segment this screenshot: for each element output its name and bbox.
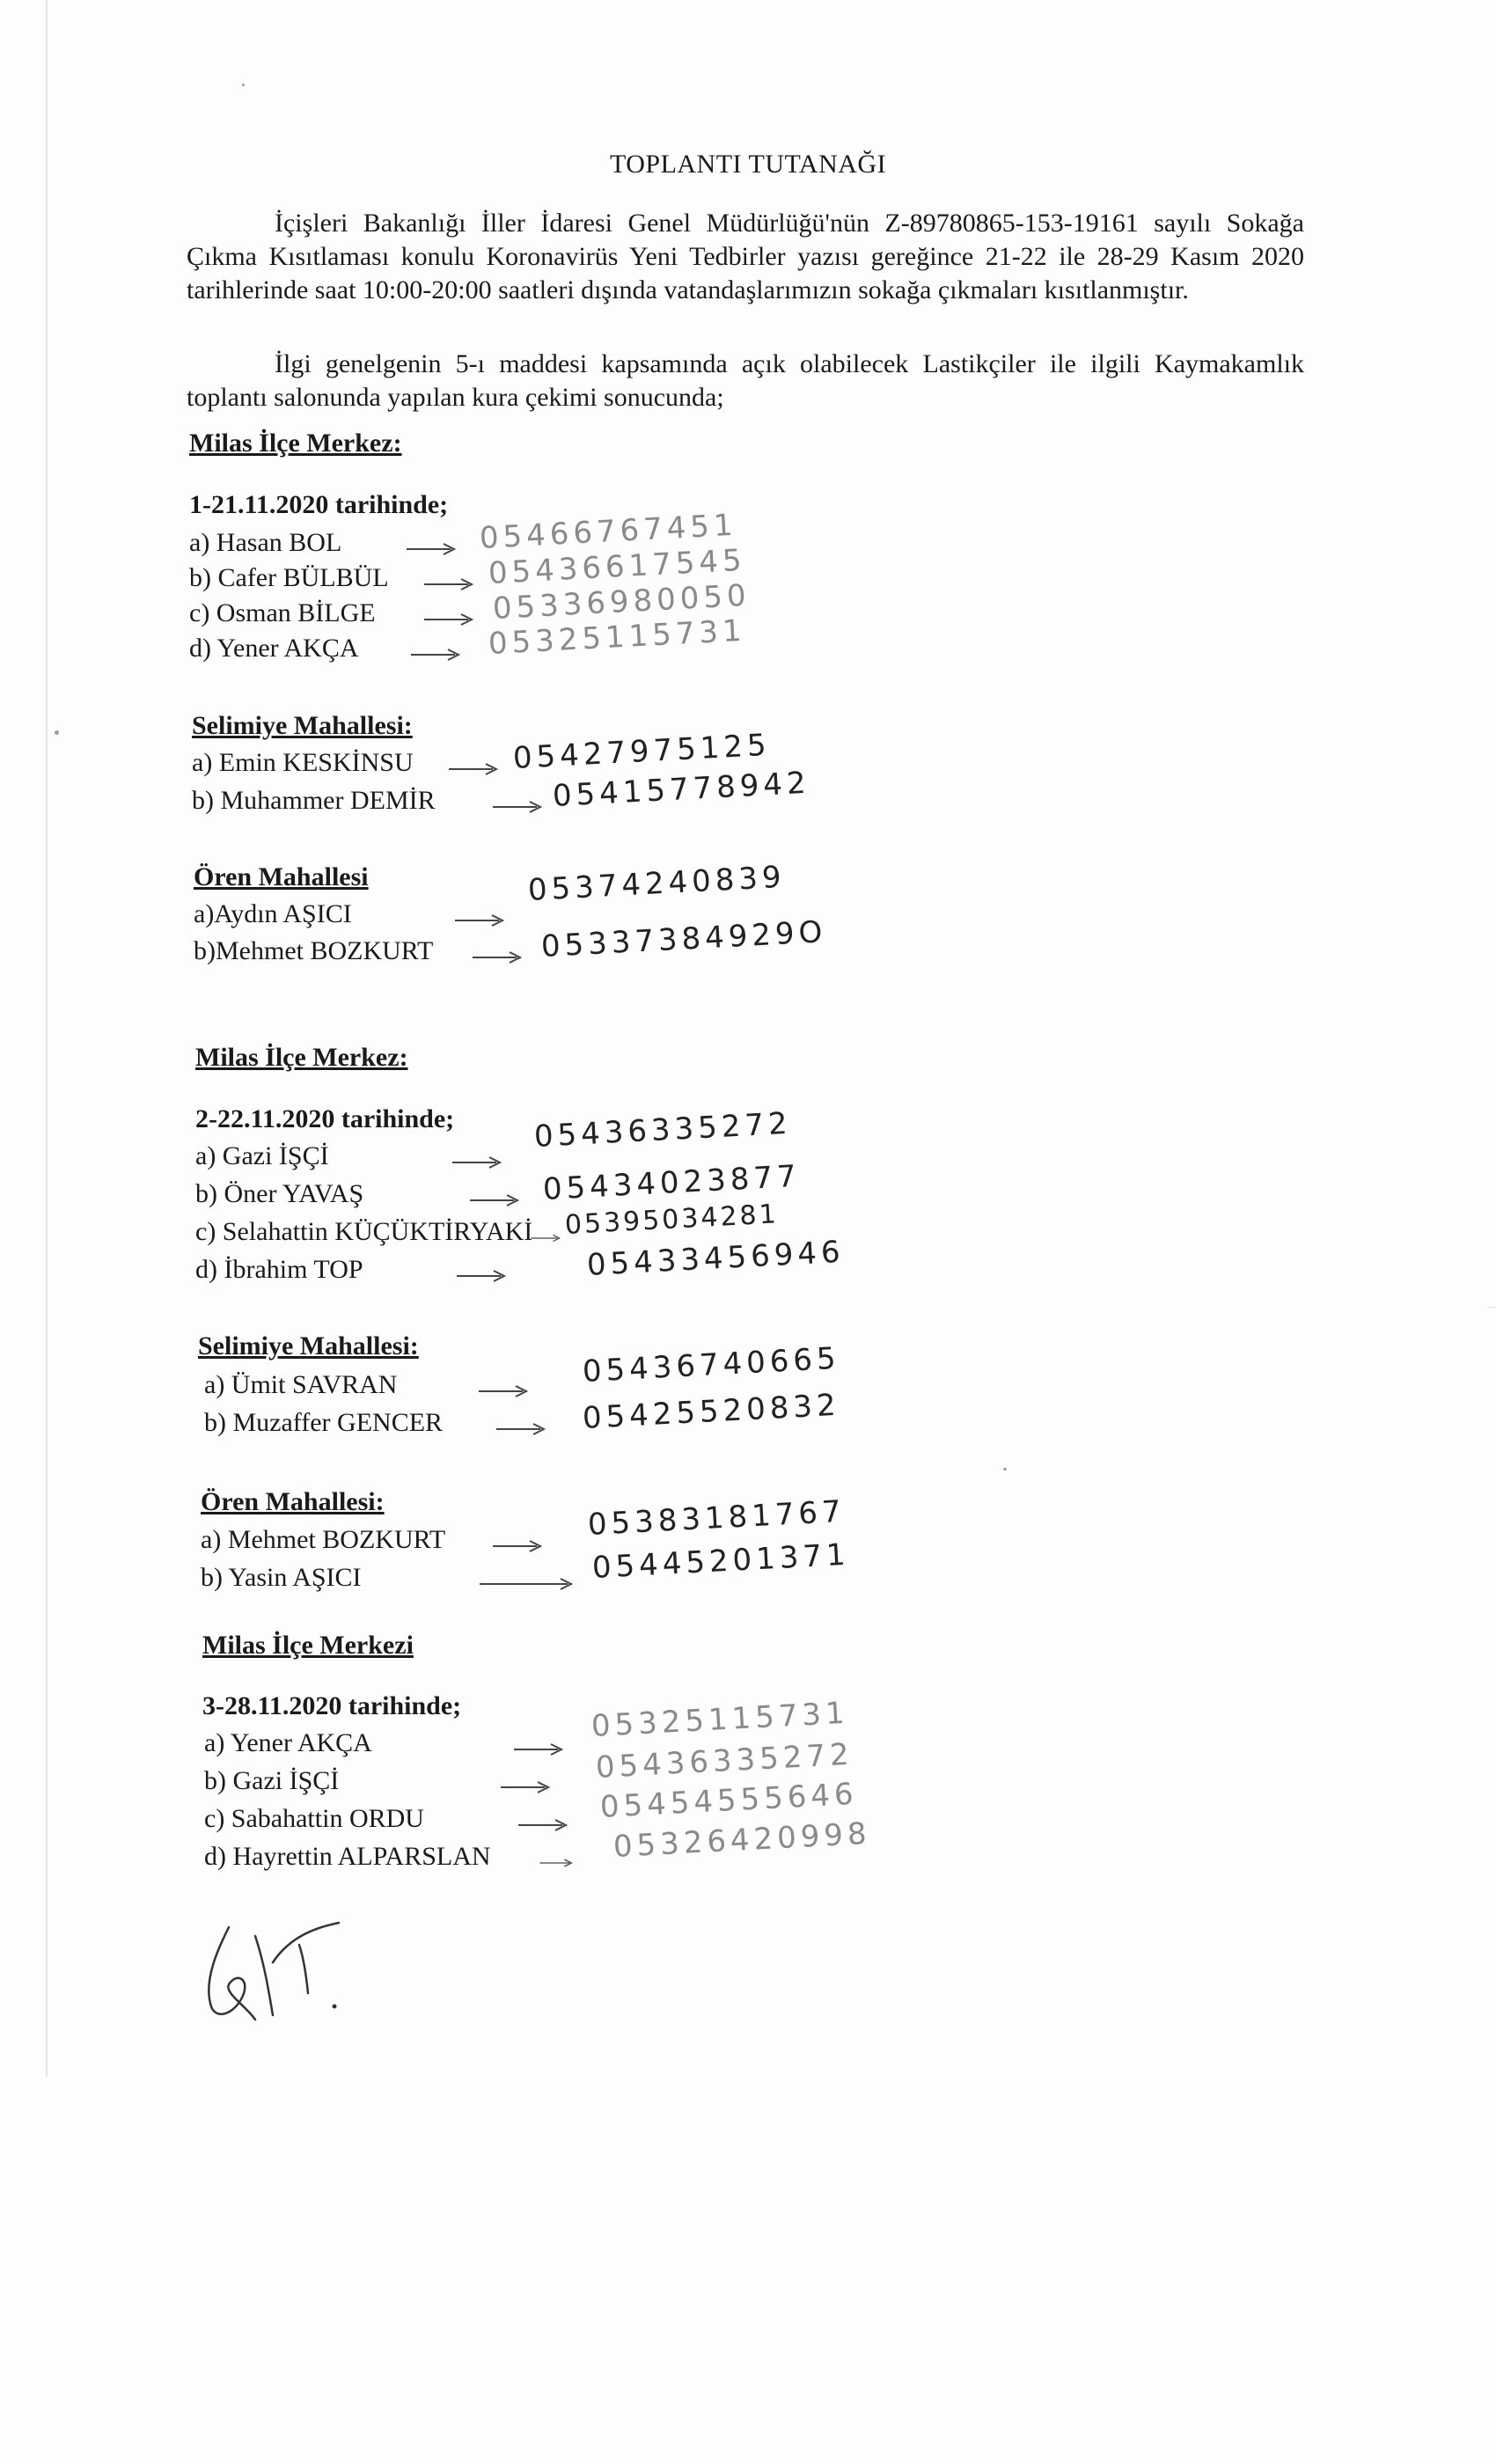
reference-paragraph xyxy=(187,348,1304,414)
lastikci-name: b) Muhammer DEMİR xyxy=(192,786,436,815)
document-title: TOPLANTI TUTANAĞI xyxy=(609,150,887,179)
handwritten-arrow-icon xyxy=(499,1778,552,1796)
section-heading: Milas İlçe Merkezi xyxy=(202,1631,414,1660)
phone-number: 05436617545 xyxy=(487,542,747,591)
phone-number: 05436335272 xyxy=(594,1736,854,1786)
phone-number: 05325115731 xyxy=(487,612,747,662)
phone-number: 05454555646 xyxy=(598,1776,859,1825)
section-heading: Ören Mahallesi xyxy=(194,862,369,891)
lastikci-name: d) Hayrettin ALPARSLAN xyxy=(204,1842,491,1871)
phone-number: 05325115731 xyxy=(590,1695,850,1744)
handwritten-arrow-icon xyxy=(422,611,475,628)
phone-number: 05395034281 xyxy=(564,1199,780,1241)
handwritten-arrow-icon xyxy=(491,1537,544,1555)
phone-number: 05466767451 xyxy=(478,507,738,556)
handwritten-arrow-icon xyxy=(491,798,544,816)
intro-paragraph xyxy=(187,207,1304,307)
handwritten-arrow-icon xyxy=(512,1741,565,1758)
scan-speck xyxy=(55,730,59,735)
lastikci-name: a) Hasan BOL xyxy=(189,528,342,557)
handwritten-arrow-icon xyxy=(409,646,462,664)
lastikci-name: b) Öner YAVAŞ xyxy=(195,1179,364,1208)
lastikci-name: a) Emin KESKİNSU xyxy=(192,748,414,777)
lastikci-name: d) İbrahim TOP xyxy=(195,1255,363,1284)
phone-number: 05337384929O xyxy=(539,914,828,964)
lastikci-name: b) Gazi İŞÇİ xyxy=(204,1766,340,1795)
lastikci-name: a) Gazi İŞÇİ xyxy=(195,1141,329,1170)
phone-number: 05436335272 xyxy=(532,1105,793,1155)
scan-edge xyxy=(1487,1307,1496,1308)
phone-number: 05336980050 xyxy=(491,577,752,627)
paragraph-1: İçişleri Bakanlığı İller İdaresi Genel Müdürlüğü'nün Z-89780865-153-19161 sayılı Sokağa Çıkma Kısıtlaması konulu Koronavirüs Yeni Tedbirler yazısı gereğince 21-22 ile 28-29 Kasım 2020 tarihlerinde saat 10:00-20:00 saatleri dışında vatandaşlarımızın sokağa çıkmaları kısıtlanmıştır. xyxy=(187,209,1304,304)
handwritten-arrow-icon xyxy=(471,949,524,966)
handwritten-arrow-icon xyxy=(453,912,506,929)
phone-number: 05326420998 xyxy=(612,1815,872,1865)
lastikci-name: b) Muzaffer GENCER xyxy=(204,1408,444,1437)
lastikci-name: c) Osman BİLGE xyxy=(189,598,376,627)
handwritten-arrow-icon xyxy=(478,1575,575,1593)
draw-date: 1-21.11.2020 tarihinde; xyxy=(189,490,449,519)
handwritten-arrow-icon xyxy=(422,576,475,593)
phone-number: 05433456946 xyxy=(585,1234,846,1283)
lastikci-name: b)Mehmet BOZKURT xyxy=(194,936,434,965)
section-heading: Selimiye Mahallesi: xyxy=(198,1331,419,1360)
handwritten-arrow-icon xyxy=(447,760,500,778)
lastikci-name: c) Sabahattin ORDU xyxy=(204,1804,424,1833)
lastikci-name: a) Ümit SAVRAN xyxy=(204,1370,398,1399)
phone-number: 05436740665 xyxy=(581,1340,841,1390)
handwritten-arrow-icon xyxy=(451,1154,503,1171)
phone-number: 05425520832 xyxy=(581,1387,841,1436)
section-heading: Milas İlçe Merkez: xyxy=(189,429,402,458)
scan-speck xyxy=(242,84,245,86)
lastikci-name: d) Yener AKÇA xyxy=(189,634,359,663)
lastikci-name: a) Mehmet BOZKURT xyxy=(201,1525,446,1554)
phone-number: 05427975125 xyxy=(511,727,772,776)
section-heading: Milas İlçe Merkez: xyxy=(195,1043,408,1072)
phone-number: 05415778942 xyxy=(551,765,811,814)
scan-speck xyxy=(1003,1468,1007,1470)
handwritten-arrow-icon xyxy=(405,540,458,558)
draw-date: 3-28.11.2020 tarihinde; xyxy=(202,1691,462,1720)
handwritten-arrow-icon xyxy=(477,1382,530,1400)
paragraph-2: İlgi genelgenin 5-ı maddesi kapsamında açık olabilecek Lastikçiler ile ilgili Kaymakamlık toplantı salonunda yapılan kura çekimi sonucunda; xyxy=(187,349,1304,412)
section-heading: Selimiye Mahallesi: xyxy=(192,711,413,740)
handwritten-arrow-icon xyxy=(455,1267,508,1285)
handwritten-arrow-icon xyxy=(539,1854,574,1872)
signature xyxy=(194,1910,370,2033)
lastikci-name: b) Cafer BÜLBÜL xyxy=(189,563,389,592)
draw-date: 2-22.11.2020 tarihinde; xyxy=(195,1104,455,1133)
lastikci-name: c) Selahattin KÜÇÜKTİRYAKİ xyxy=(195,1217,533,1246)
lastikci-name: a)Aydın AŞICI xyxy=(194,899,352,928)
section-heading: Ören Mahallesi: xyxy=(201,1487,385,1516)
scan-edge xyxy=(46,0,48,2077)
handwritten-arrow-icon xyxy=(495,1420,547,1438)
lastikci-name: a) Yener AKÇA xyxy=(204,1728,372,1757)
phone-number: 05374240839 xyxy=(526,859,787,908)
phone-number: 05383181767 xyxy=(586,1493,847,1543)
phone-number: 05434023877 xyxy=(541,1158,802,1207)
handwritten-arrow-icon xyxy=(530,1229,561,1247)
handwritten-arrow-icon xyxy=(517,1816,569,1834)
phone-number: 05445201371 xyxy=(590,1536,851,1586)
lastikci-name: b) Yasin AŞICI xyxy=(201,1563,362,1592)
handwritten-arrow-icon xyxy=(468,1192,521,1209)
